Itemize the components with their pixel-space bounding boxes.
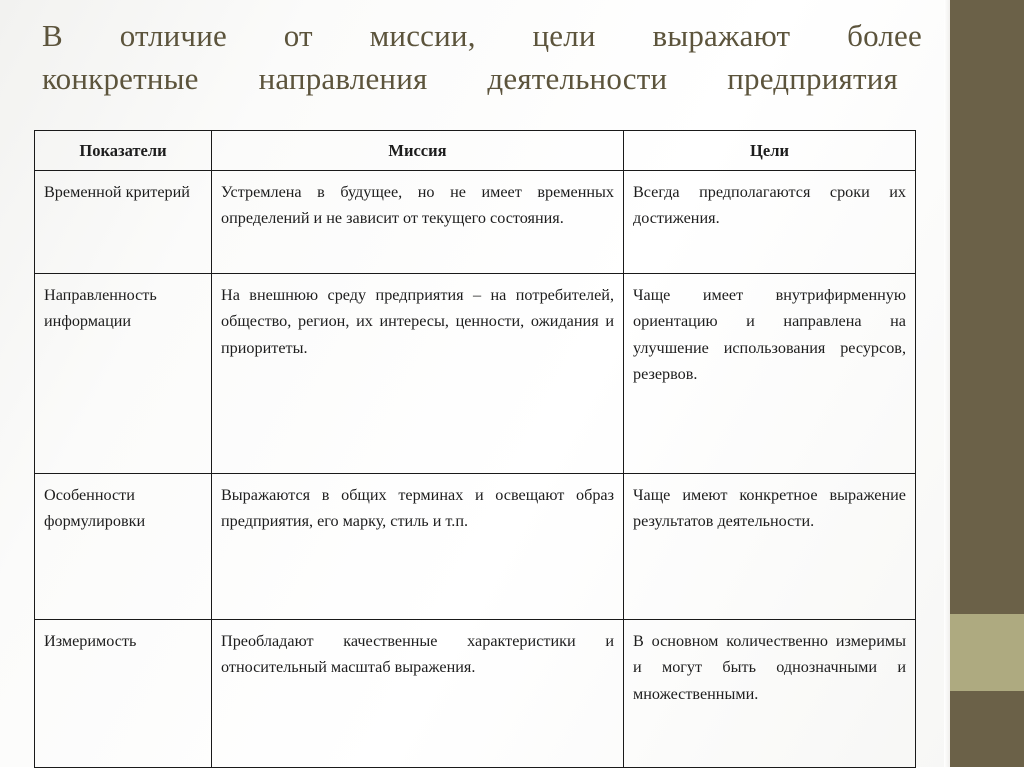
cell-indicator: Временной критерий [35,170,212,273]
title-word: от [283,18,313,53]
cell-goals: Чаще имеют конкретное выражение результатов деятельности. [624,473,916,619]
cell-indicator: Направленность информации [35,273,212,473]
title-word: более [847,18,922,53]
cell-indicator: Измеримость [35,619,212,767]
table-body [35,170,916,767]
title-word: предприятия [727,61,898,96]
table-row [35,473,916,619]
table-header [35,131,916,171]
title-word: цели [532,18,596,53]
column-header-goals: Цели [624,131,916,171]
page-title-line-2 [42,57,898,100]
cell-goals: В основном количественно измеримы и могут быть однозначными и множественными. [624,619,916,767]
cell-mission: Устремлена в будущее, но не имеет временных определений и не зависит от текущего состояния. [212,170,624,273]
table-row [35,273,916,473]
cell-mission: Выражаются в общих терминах и освещают образ предприятия, его марку, стиль и т.п. [212,473,624,619]
title-word: деятельности [487,61,668,96]
cell-goals: Чаще имеет внутрифирменную ориентацию и направлена на улучшение использования ресурсов, резервов. [624,273,916,473]
title-word: отличие [119,18,227,53]
cell-indicator: Особенности формулировки [35,473,212,619]
right-decorative-bar-accent [950,614,1024,691]
title-word: миссии, [369,18,476,53]
page-title-line-1 [42,14,922,57]
cell-mission: Преобладают качественные характеристики и относительный масштаб выражения. [212,619,624,767]
cell-mission: На внешнюю среду предприятия – на потребителей, общество, регион, их интересы, ценности, ожидания и приоритеты. [212,273,624,473]
column-header-mission: Миссия [212,131,624,171]
title-word: В [42,18,63,53]
table-row [35,170,916,273]
cell-goals: Всегда предполагаются сроки их достижения. [624,170,916,273]
comparison-table [34,130,916,768]
table-header-row [35,131,916,171]
page-title [42,14,922,100]
title-word: направления [258,61,428,96]
table-row [35,619,916,767]
title-word: конкретные [42,61,199,96]
title-word: выражают [652,18,791,53]
comparison-table-container [34,130,915,743]
column-header-indicators: Показатели [35,131,212,171]
